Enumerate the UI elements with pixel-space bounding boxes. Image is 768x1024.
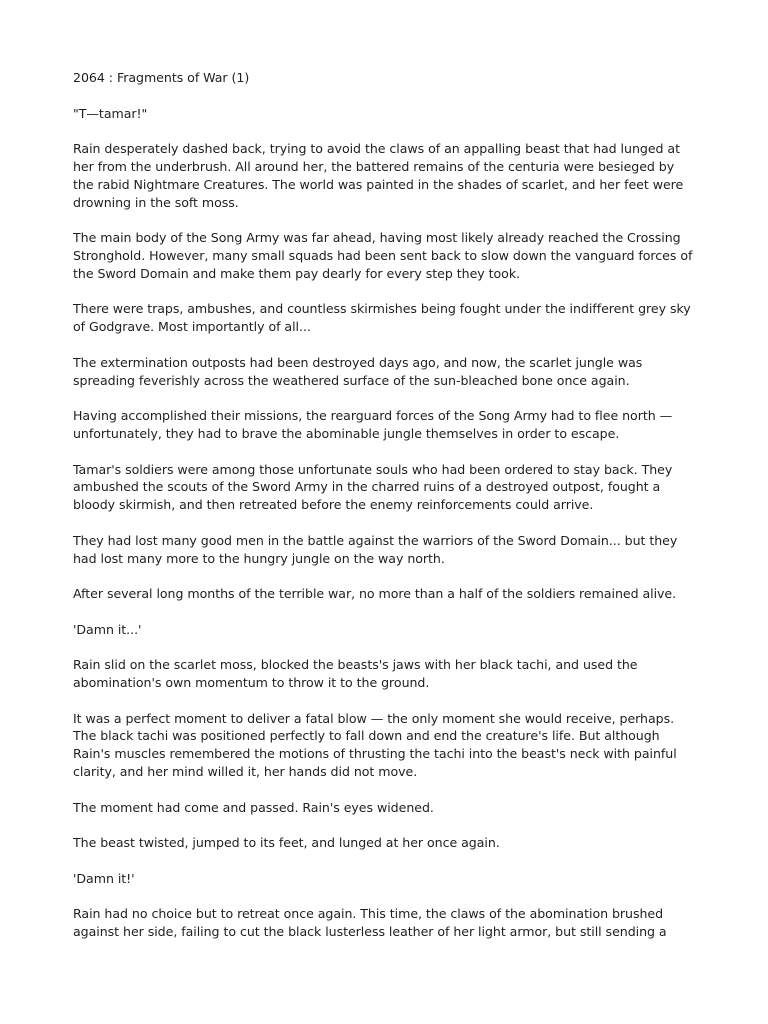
- paragraph: After several long months of the terrible war, no more than a half of the soldiers remained alive.: [73, 586, 677, 602]
- paragraph: The moment had come and passed. Rain's eyes widened.: [73, 799, 434, 815]
- paragraph: The extermination outposts had been destroyed days ago, and now, the scarlet jungle was spreading feverishly across the weathered surface of the sun-bleached bone once again.: [73, 354, 643, 388]
- paragraph: Rain had no choice but to retreat once again. This time, the claws of the abomination brushed against her side, failing to cut the black lusterless leather of her light armor, but still sending a: [73, 906, 667, 940]
- paragraph: 'Damn it...': [73, 621, 142, 637]
- paragraph: Having accomplished their missions, the rearguard forces of the Song Army had to flee north — unfortunately, they had to brave the abominable jungle themselves in order to escape.: [73, 408, 673, 441]
- paragraph: 'Damn it!': [73, 870, 135, 886]
- paragraph: "T—tamar!": [73, 105, 148, 121]
- paragraph: Tamar's soldiers were among those unfortunate souls who had been ordered to stay back. They ambushed the scouts of the Sword Army in the charred ruins of a destroyed outpost, fought a bloody skirmish, and then retreated before the enemy reinforcements could arrive.: [73, 461, 673, 513]
- paragraph: There were traps, ambushes, and countless skirmishes being fought under the indifferent grey sky of Godgrave. Most importantly of all...: [73, 301, 691, 335]
- paragraph: It was a perfect moment to deliver a fatal blow — the only moment she would receive, perhaps. The black tachi was positioned perfectly to fall down and end the creature's life. But although Rain's muscles remembered the motions of thrusting the tachi into the beast's neck with painful clarity, and her mind willed it, her hands did not move.: [73, 710, 677, 780]
- paragraph: Rain desperately dashed back, trying to avoid the claws of an appalling beast that had lunged at her from the underbrush. All around her, the battered remains of the centuria were besieged by the rabid Nightmare Creatures. The world was painted in the shades of scarlet, and her feet were drowning in the soft moss.: [73, 141, 684, 210]
- paragraph: The main body of the Song Army was far ahead, having most likely already reached the Crossing Stronghold. However, many small squads had been sent back to slow down the vanguard forces of the Sword Domain and make them pay dearly for every step they took.: [73, 230, 693, 281]
- paragraph: They had lost many good men in the battle against the warriors of the Sword Domain... but they had lost many more to the hungry jungle on the way north.: [73, 532, 678, 566]
- document-body: [73, 69, 698, 959]
- chapter-title: 2064 : Fragments of War (1): [73, 70, 250, 85]
- paragraph: The beast twisted, jumped to its feet, and lunged at her once again.: [73, 835, 500, 851]
- paragraph: Rain slid on the scarlet moss, blocked the beasts's jaws with her black tachi, and used the abomination's own momentum to throw it to the ground.: [73, 657, 638, 691]
